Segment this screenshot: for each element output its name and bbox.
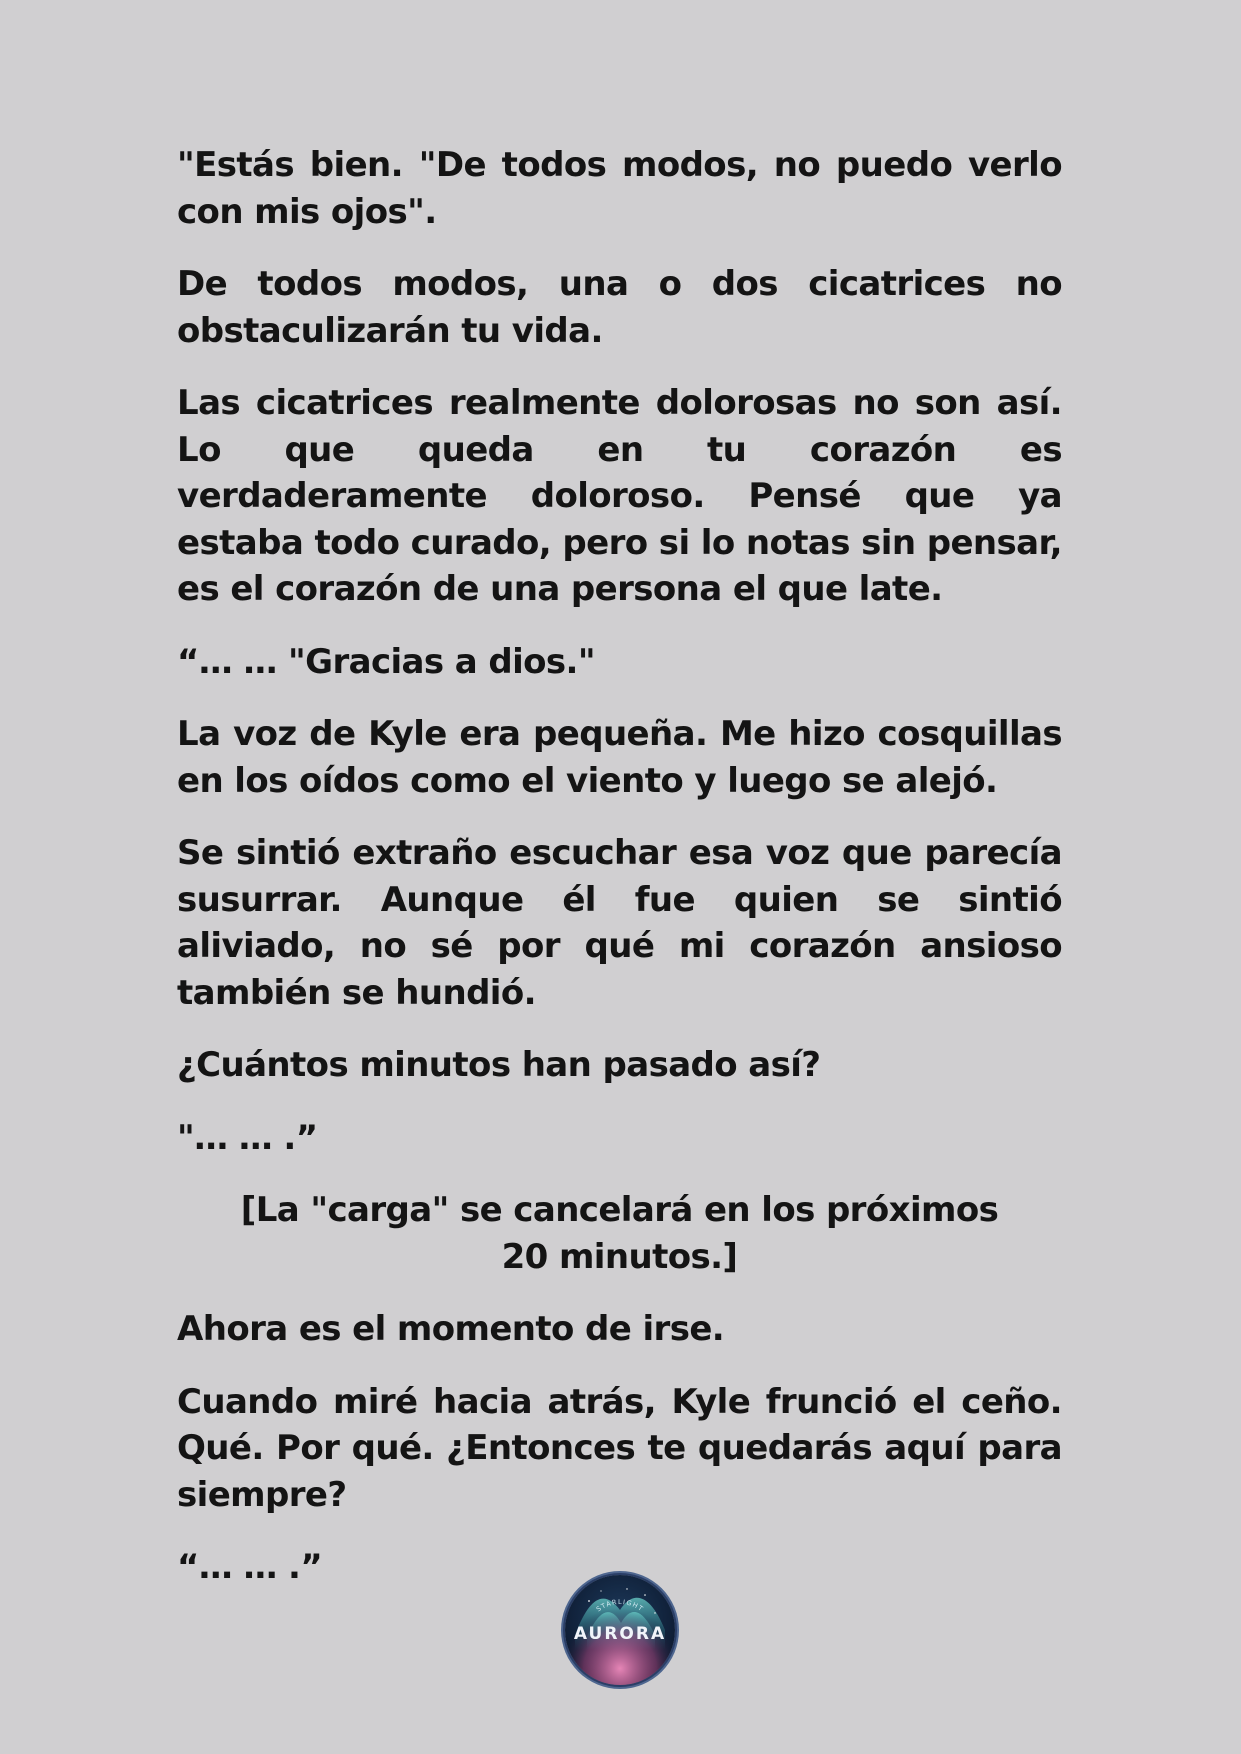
paragraph: Las cicatrices realmente dolorosas no son así. Lo que queda en tu corazón es verdaderamente doloroso. Pensé que ya estaba todo curado, pero si lo notas sin pensar, es el corazón de una persona el que late. [177, 383, 1062, 609]
paragraph: La voz de Kyle era pequeña. Me hizo cosquillas en los oídos como el viento y luego se alejó. [177, 714, 1062, 801]
paragraph: “… … .” [177, 1547, 323, 1587]
aurora-logo [565, 1575, 675, 1685]
paragraph: “… … "Gracias a dios." [177, 641, 595, 682]
aurora-logo-graphic [565, 1575, 675, 1685]
paragraph: "Estás bien. "De todos modos, no puedo verlo con mis ojos". [177, 145, 1062, 232]
paragraph: Se sintió extraño escuchar esa voz que parecía susurrar. Aunque él fue quien se sintió aliviado, no sé por qué mi corazón ansioso también se hundió. [177, 833, 1062, 1013]
paragraph: De todos modos, una o dos cicatrices no obstaculizarán tu vida. [177, 264, 1062, 351]
paragraph: "… … .” [177, 1117, 318, 1158]
logo-subtitle: STARLIGHT [594, 1598, 646, 1614]
document-page [177, 142, 1062, 1617]
system-message: [La "carga" se cancelará en los próximos 20 minutos.] [240, 1190, 999, 1277]
paragraph: ¿Cuántos minutos han pasado así? [177, 1045, 821, 1085]
paragraph: Cuando miré hacia atrás, Kyle frunció el ceño. Qué. Por qué. ¿Entonces te quedarás aquí para siempre? [177, 1381, 1062, 1515]
paragraph: Ahora es el momento de irse. [177, 1309, 725, 1349]
logo-name: AURORA [573, 1624, 667, 1644]
